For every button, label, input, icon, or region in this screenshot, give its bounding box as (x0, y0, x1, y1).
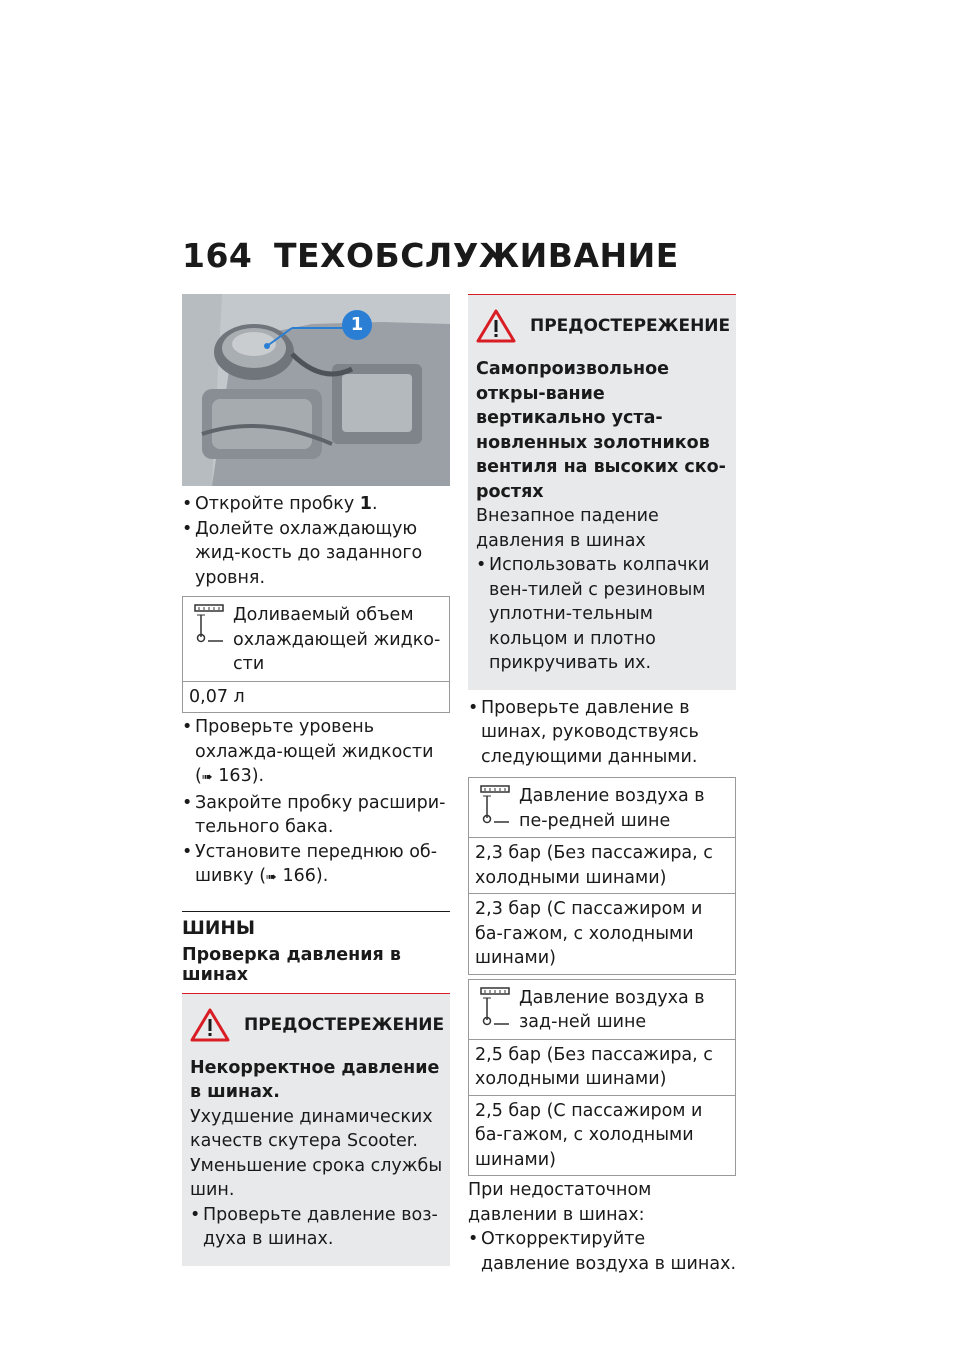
coolant-volume-spec (182, 596, 450, 713)
rear-spec-row: 2,5 бар (Без пассажира, с холодными шинами) (469, 1039, 735, 1095)
warning-line: Внезапное падение давления в шинах (476, 506, 659, 551)
page-ref-163[interactable]: 163). (212, 766, 265, 786)
coolant-spec-value: 0,07 л (183, 681, 449, 713)
left-column (182, 294, 450, 1266)
specification-icon (479, 986, 511, 1026)
step-add-coolant: • Долейте охлаждающую жид-кость до заданного уровня. (182, 517, 450, 591)
coolant-tank-photo (182, 294, 450, 486)
callout-1: 1 (350, 314, 364, 335)
warning-bullet: • Использовать колпачки вен-тилей с резиновым уплотни-тельным кольцом и плотно прикручивать их. (476, 553, 730, 676)
specification-icon (479, 784, 511, 824)
rear-tyre-pressure-spec (468, 979, 736, 1177)
coolant-steps-2 (182, 715, 450, 891)
page-ref-arrow-icon: ➠ (201, 770, 213, 785)
warning-line: Ухудшение динамических качеств скутера Scooter. (190, 1106, 433, 1151)
page-ref-166[interactable]: 166). (276, 866, 329, 886)
step-close-cap: • Закройте пробку расшири-тельного бака. (182, 791, 450, 840)
front-spec-row: 2,3 бар (С пассажиром и ба-гажом, с холодными шинами) (469, 893, 735, 974)
front-spec-header: Давление воздуха в пе-редней шине (519, 786, 705, 831)
warning-bullets (476, 553, 730, 676)
page-number: 164 (182, 236, 253, 275)
page-header (182, 236, 679, 275)
warning-triangle-icon (190, 1008, 230, 1042)
low-pressure-text: При недостаточном давлении в шинах: (468, 1180, 652, 1225)
warning-headline: Самопроизвольное откры-вание вертикально уста-новленных золотников вентиля на высоких ско-ростях (476, 359, 726, 502)
coolant-spec-header: Доливаемый объем охлаждающей жидко-сти (233, 605, 441, 674)
front-tyre-pressure-spec (468, 777, 736, 975)
warning-headline: Некорректное давление в шинах. (190, 1057, 440, 1102)
page-title: ТЕХОБСЛУЖИВАНИЕ (274, 236, 679, 275)
step-install-cover: • Установите переднюю об-шивку (➠ 166). (182, 840, 450, 891)
check-pressure-step (468, 696, 736, 770)
front-spec-row: 2,3 бар (Без пассажира, с холодными шинами) (469, 837, 735, 893)
step-open-cap: • Откройте пробку 1. (182, 492, 450, 517)
subsection-title-tyre-pressure: Проверка давления в шинах (182, 944, 401, 985)
step-correct-pressure: • Откорректируйте давление воздуха в шинах. (468, 1227, 736, 1276)
warning-label: ПРЕДОСТЕРЕЖЕНИЕ (530, 316, 731, 336)
right-column (468, 294, 736, 1276)
coolant-steps-1 (182, 492, 450, 590)
warning-bullet: • Проверьте давление воз-духа в шинах. (190, 1203, 444, 1252)
specification-icon (193, 603, 225, 643)
warning-label: ПРЕДОСТЕРЕЖЕНИЕ (244, 1014, 445, 1035)
warning-box-incorrect-pressure (182, 993, 450, 1266)
page-ref-arrow-icon: ➠ (266, 870, 277, 885)
warning-bullets (190, 1203, 444, 1252)
step-check-pressure: • Проверьте давление в шинах, руководствуясь следующими данными. (468, 696, 736, 770)
step-check-level: • Проверьте уровень охлажда-ющей жидкости (➠ 163). (182, 715, 450, 791)
rear-spec-row: 2,5 бар (С пассажиром и ба-гажом, с холодными шинами) (469, 1095, 735, 1176)
low-pressure-steps (468, 1227, 736, 1276)
warning-triangle-icon (476, 309, 516, 343)
rear-spec-header: Давление воздуха в зад-ней шине (519, 987, 705, 1032)
warning-box-valve-core (468, 294, 736, 690)
section-title-tyres: ШИНЫ (182, 911, 450, 939)
engine-bay-illustration (182, 294, 450, 486)
warning-line: Уменьшение срока службы шин. (190, 1155, 443, 1200)
